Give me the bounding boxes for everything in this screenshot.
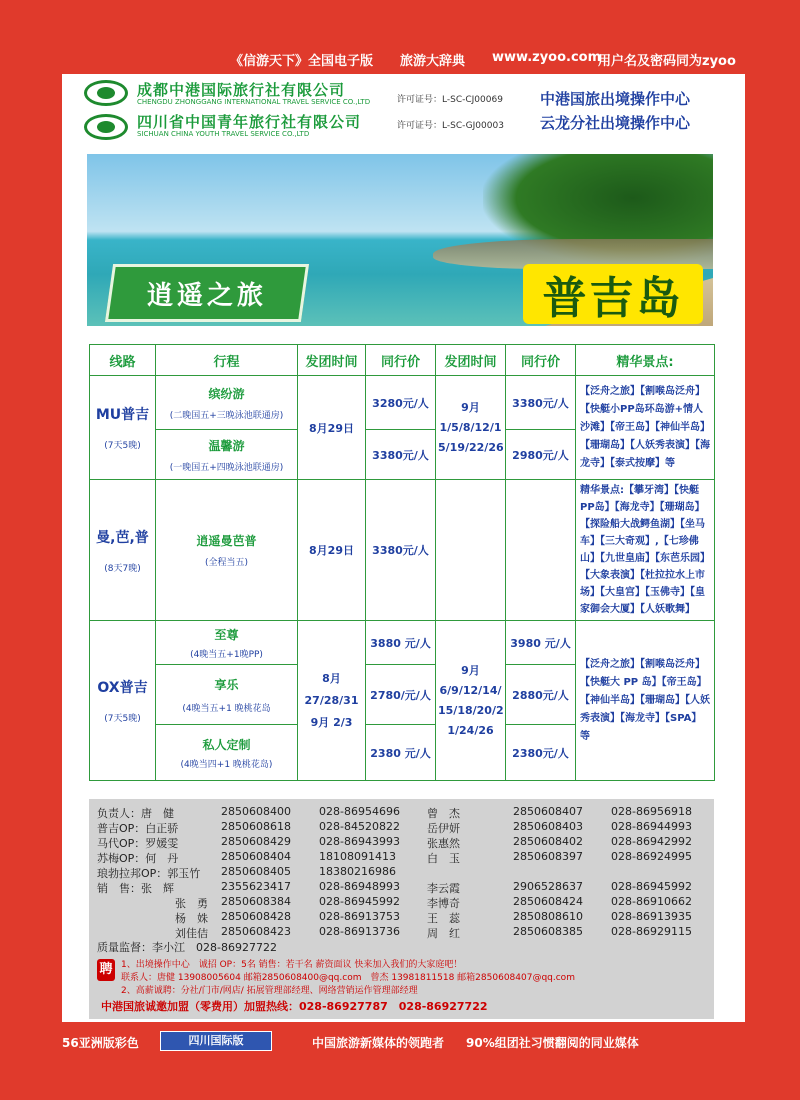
contact-field: 刘佳佶 [175, 927, 208, 940]
contact-field: 琅勃拉邦OP：郭玉竹 [97, 867, 201, 880]
company-logo-2 [84, 114, 128, 140]
contact-field: 2850608424 [513, 895, 583, 908]
highlights-cell: 【泛舟之旅】【割喉岛泛舟】【快艇小PP岛环岛游+情人沙滩】【帝王岛】【神仙半岛】【珊瑚岛】【人妖秀表演】【海龙寺】【泰式按摩】等 [576, 376, 715, 480]
itinerary-name: 缤纷游 [208, 386, 245, 401]
contact-field: 曾 杰 [427, 807, 460, 820]
contact-field: 2850608384 [221, 895, 291, 908]
route-table [89, 344, 715, 781]
itinerary-detail: (4晚当四+1 晚桃花岛) [180, 759, 273, 770]
price-cell: 3380元/人 [366, 430, 436, 480]
contact-field: 2850808610 [513, 910, 583, 923]
table-header-row [90, 345, 715, 376]
top-banner-bar [0, 44, 800, 70]
operation-center-2: 云龙分社出境操作中心 [540, 114, 691, 132]
contact-field: 028-86942992 [611, 835, 692, 848]
contact-field: 杨 姝 [175, 912, 208, 925]
destination-title [523, 264, 703, 324]
route-cell-mbp [90, 480, 156, 621]
route-name: MU普吉 [95, 407, 150, 423]
route-cell-mu [90, 376, 156, 480]
tour-sign-text: 逍遥之旅 [146, 280, 267, 311]
itinerary-name: 温馨游 [208, 438, 245, 453]
company-en-name-2: SICHUAN CHINA YOUTH TRAVEL SERVICE CO.,LTD [137, 130, 310, 138]
dictionary-label: 旅游大辞典 [400, 54, 466, 69]
header-route: 线路 [90, 345, 156, 376]
contact-field: 028-86945992 [319, 895, 400, 908]
itinerary-cell [156, 725, 298, 781]
contact-field: 周 红 [427, 927, 460, 940]
company-logo-1 [84, 80, 128, 106]
quality-supervisor: 质量监督：李小江 028-86927722 [97, 941, 277, 954]
company-header [62, 74, 745, 154]
contact-field: 028-86929115 [611, 925, 692, 938]
header-highlights: 精华景点: [576, 345, 715, 376]
contact-field: 028-86913736 [319, 925, 400, 938]
contact-field: 2355623417 [221, 880, 291, 893]
company-name-2: 四川省中国青年旅行社有限公司 [137, 113, 362, 131]
contact-field: 张 勇 [175, 897, 208, 910]
operation-center-1: 中港国旅出境操作中心 [540, 90, 691, 108]
departure-date: 8月29日 [298, 480, 366, 621]
price-cell: 3380元/人 [506, 376, 576, 430]
departure-date: 9月 6/9/12/14/ 15/18/20/2 1/24/26 [436, 621, 506, 781]
contact-field: 马代OP：罗媛雯 [97, 837, 179, 850]
itinerary-detail: (一晚国五+四晚泳池联通房) [169, 462, 284, 473]
contact-field: 2850608405 [221, 865, 291, 878]
header-price-1: 同行价 [366, 345, 436, 376]
contact-field: 李云霞 [427, 882, 460, 895]
itinerary-name: 私人定制 [202, 737, 251, 752]
contact-field: 2850608403 [513, 820, 583, 833]
contact-field: 普吉OP：白正骄 [97, 822, 179, 835]
company-name-1: 成都中港国际旅行社有限公司 [137, 81, 346, 99]
slogan-1: 中国旅游新媒体的领跑者 [312, 1036, 445, 1050]
departure-date: 8月 27/28/31 9月 2/3 [298, 621, 366, 781]
table-row [90, 621, 715, 665]
contact-field: 2850608402 [513, 835, 583, 848]
contact-panel [89, 799, 714, 1019]
itinerary-detail: (二晚国五+三晚泳池联通房) [169, 410, 284, 421]
price-cell: 3980 元/人 [506, 621, 576, 665]
contact-field: 028-86944993 [611, 820, 692, 833]
header-itinerary: 行程 [156, 345, 298, 376]
contact-field: 18380216986 [319, 865, 396, 878]
contact-field: 028-86924995 [611, 850, 692, 863]
page-number: 56亚洲版彩色 [62, 1036, 139, 1050]
contact-field: 2850608385 [513, 925, 583, 938]
recruit-line-1: 1、出境操作中心 诚招 OP：5名 销售：若干名 薪资面议 快来加入我们的大家庭吧！ [121, 960, 463, 970]
route-days: (8天7晚) [104, 563, 141, 574]
itinerary-name: 逍遥曼芭普 [196, 534, 257, 548]
franchise-hotline: 中港国旅诚邀加盟（零费用）加盟热线：028-86927787 028-86927722 [101, 1000, 488, 1013]
company-en-name-1: CHENGDU ZHONGGANG INTERNATIONAL TRAVEL SERVICE CO.,LTD [137, 98, 371, 106]
price-cell: 2380元/人 [506, 725, 576, 781]
contact-field: 苏梅OP：何 丹 [97, 852, 179, 865]
route-days: (7天5晚) [104, 714, 141, 724]
table-row [90, 480, 715, 621]
contact-field: 2850608618 [221, 820, 291, 833]
price-cell: 2380 元/人 [366, 725, 436, 781]
contact-field: 2850608428 [221, 910, 291, 923]
highlights-cell: 【泛舟之旅】【割喉岛泛舟】【快艇大 PP 岛】【帝王岛】【神仙半岛】【珊瑚岛】【人妖秀表演】【海龙寺】【SPA】等 [576, 621, 715, 781]
itinerary-detail: (全程当五) [204, 558, 249, 568]
route-cell-ox [90, 621, 156, 781]
slogan-2: 90%组团社习惯翻阅的同业媒体 [466, 1036, 639, 1050]
table-row [90, 376, 715, 430]
itinerary-cell [156, 376, 298, 430]
itinerary-detail: (4晚当五+1 晚桃花岛 [182, 703, 271, 714]
recruit-line-2: 2、高薪诚聘：分社/门市/网店/ 拓展管理部经理、网络营销运作管理部经理 [121, 986, 418, 996]
contact-field: 028-86956918 [611, 805, 692, 818]
itinerary-cell [156, 665, 298, 725]
empty-cell [506, 480, 576, 621]
departure-date: 8月29日 [298, 376, 366, 480]
contact-field: 张惠然 [427, 837, 460, 850]
magazine-title: 《信游天下》全国电子版 [230, 54, 374, 69]
itinerary-cell [156, 621, 298, 665]
itinerary-name: 享乐 [214, 677, 239, 692]
contact-field: 2850608400 [221, 805, 291, 818]
price-cell: 2780/元/人 [366, 665, 436, 725]
license-1: 许可证号：L-SC-CJ00069 [397, 95, 503, 105]
tour-sign [105, 264, 309, 322]
edition-tag: 四川国际版 [160, 1031, 272, 1051]
recruit-badge: 聘 [97, 959, 115, 981]
contact-field: 负责人：唐 健 [97, 807, 174, 820]
contact-field: 2850608397 [513, 850, 583, 863]
contact-field: 2850608429 [221, 835, 291, 848]
destination-title-text: 普吉岛 [542, 273, 684, 324]
contact-field: 李博奇 [427, 897, 460, 910]
contact-field: 028-86913753 [319, 910, 400, 923]
itinerary-cell [156, 430, 298, 480]
header-departure-2: 发团时间 [436, 345, 506, 376]
contact-field: 2850608404 [221, 850, 291, 863]
route-name: OX普吉 [97, 680, 148, 696]
empty-cell [436, 480, 506, 621]
itinerary-cell [156, 480, 298, 621]
itinerary-name: 至尊 [214, 627, 239, 642]
contact-field: 2850608407 [513, 805, 583, 818]
header-price-2: 同行价 [506, 345, 576, 376]
price-cell: 3880 元/人 [366, 621, 436, 665]
highlights-cell: 精华景点:【攀牙湾】【快艇PP岛】【海龙寺】【珊瑚岛】【探险船大战鳄鱼湖】【坐马车】【三大奇观】,【七珍佛山】【九世皇庙】【东芭乐园】【大象表演】【杜拉拉水上市场】【大皇宫】【玉佛寺】【皇家御会大厦】【人妖歌舞】 [576, 480, 715, 621]
price-cell: 2980元/人 [506, 430, 576, 480]
route-name: 曼,芭,普 [96, 529, 149, 546]
contact-field: 028-86954696 [319, 805, 400, 818]
price-cell: 2880元/人 [506, 665, 576, 725]
contact-field: 028-86948993 [319, 880, 400, 893]
page-footer [0, 1032, 800, 1052]
price-cell: 3280元/人 [366, 376, 436, 430]
departure-date: 9月 1/5/8/12/1 5/19/22/26 [436, 376, 506, 480]
beach-banner-image [87, 154, 713, 326]
contact-field: 销 售：张 辉 [97, 882, 174, 895]
header-departure-1: 发团时间 [298, 345, 366, 376]
recruit-contact: 联系人：唐健 13908005604 邮箱2850608400@qq.com 曾杰 13981811518 邮箱2850608407@qq.com [121, 973, 575, 983]
contact-field: 028-86943993 [319, 835, 400, 848]
route-days: (7天5晚) [104, 441, 141, 451]
contact-field: 028-86945992 [611, 880, 692, 893]
contact-field: 028-84520822 [319, 820, 400, 833]
license-2: 许可证号：L-SC-GJ00003 [397, 121, 504, 131]
price-cell: 3380元/人 [366, 480, 436, 621]
contact-field: 岳伊妍 [427, 822, 460, 835]
contact-field: 028-86913935 [611, 910, 692, 923]
contact-field: 18108091413 [319, 850, 396, 863]
content-card [62, 74, 745, 1022]
login-hint: 用户名及密码同为zyoo [598, 54, 736, 69]
contact-field: 白 玉 [427, 852, 460, 865]
contact-field: 2850608423 [221, 925, 291, 938]
website-link[interactable]: www.zyoo.com [492, 50, 602, 65]
contact-field: 2906528637 [513, 880, 583, 893]
itinerary-detail: (4晚当五+1晚PP) [190, 649, 263, 660]
contact-field: 028-86910662 [611, 895, 692, 908]
contact-field: 王 蕊 [427, 912, 460, 925]
